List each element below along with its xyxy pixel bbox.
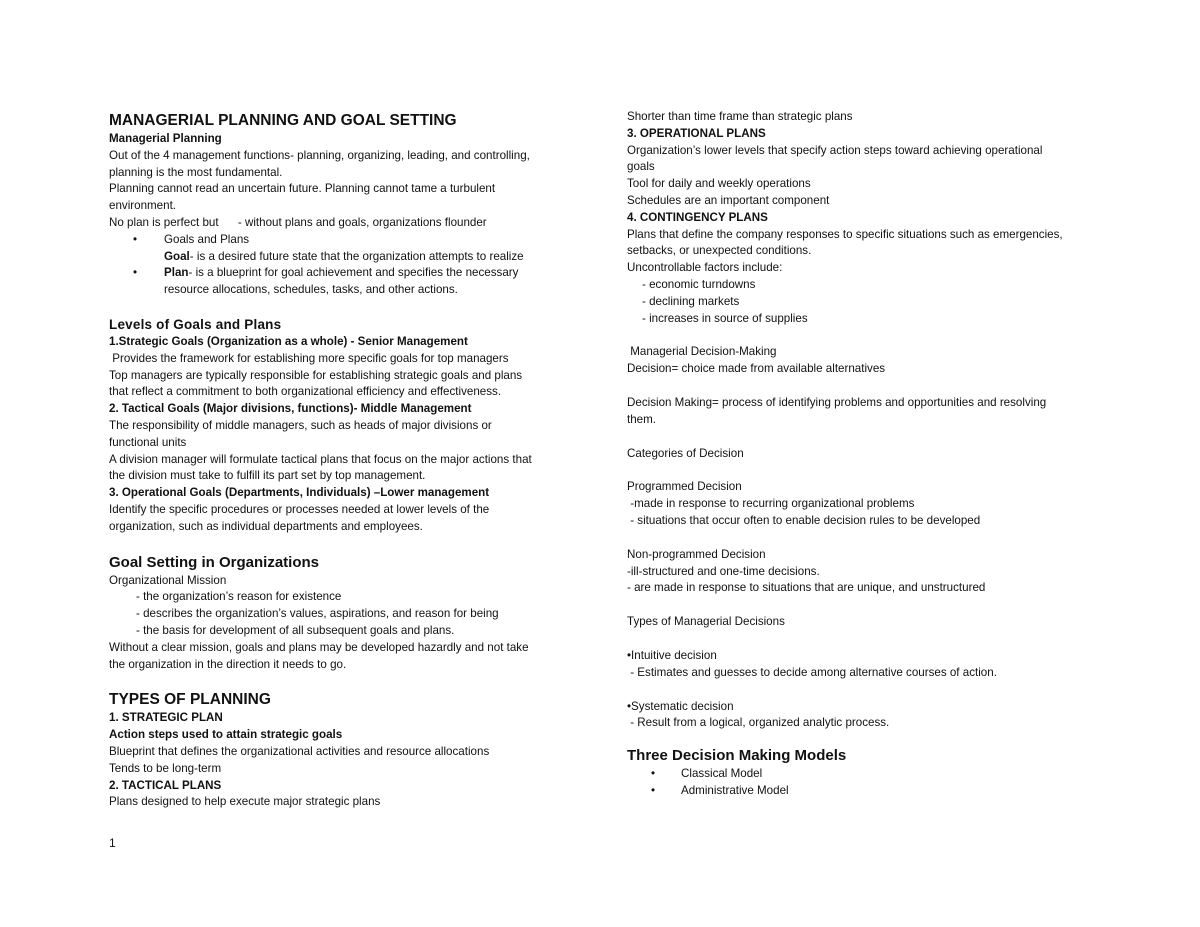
text-line: The responsibility of middle managers, such as heads of major divisions or xyxy=(109,418,492,432)
term: Plan xyxy=(164,266,189,280)
text-line: them. xyxy=(627,412,656,426)
text-line: Identify the specific procedures or processes needed at lower levels of the xyxy=(109,502,490,516)
definition-goal xyxy=(109,249,579,266)
text-line: •Systematic decision xyxy=(627,699,734,713)
page-number: 1 xyxy=(109,836,116,850)
bullet-text: Classical Model xyxy=(681,767,763,781)
bullet-text: Administrative Model xyxy=(681,783,789,797)
text-line: Planning cannot read an uncertain future. Planning cannot tame a turbulent xyxy=(109,182,496,196)
text-line: - situations that occur often to enable decision rules to be developed xyxy=(627,513,981,527)
subheading: 4. CONTINGENCY PLANS xyxy=(627,210,768,224)
text-line: No plan is perfect but - without plans and goals, organizations flounder xyxy=(109,215,487,229)
text-line: Categories of Decision xyxy=(627,446,744,460)
subheading: 2. Tactical Goals (Major divisions, functions)- Middle Management xyxy=(109,402,472,416)
subheading: 1. STRATEGIC PLAN xyxy=(109,711,223,725)
text-line: Tends to be long-term xyxy=(109,761,222,775)
bullet-item xyxy=(627,783,1097,800)
text-line: Blueprint that defines the organizational activities and resource allocations xyxy=(109,744,490,758)
text-line: -made in response to recurring organizational problems xyxy=(627,497,915,511)
text-line: Decision Making= process of identifying problems and opportunities and resolving xyxy=(627,395,1047,409)
bullet-icon: • xyxy=(651,783,656,797)
subheading: 3. OPERATIONAL PLANS xyxy=(627,126,766,140)
text-line: organization, such as individual departments and employees. xyxy=(109,519,423,533)
section-heading-goal-setting: Goal Setting in Organizations xyxy=(109,553,320,571)
bullet-text: Goals and Plans xyxy=(164,232,250,246)
bullet-icon: • xyxy=(133,232,138,246)
text-line: -ill-structured and one-time decisions. xyxy=(627,564,820,578)
section-heading-models: Three Decision Making Models xyxy=(627,747,847,765)
text-line: Non-programmed Decision xyxy=(627,547,766,561)
text-line: Types of Managerial Decisions xyxy=(627,615,785,629)
text-line: the division must take to fulfill its part set by top management. xyxy=(109,469,426,483)
list-item: - economic turndowns xyxy=(642,277,756,291)
subheading: 1.Strategic Goals (Organization as a whole) - Senior Management xyxy=(109,334,468,348)
bullet-icon: • xyxy=(651,767,656,781)
text-line: Provides the framework for establishing more specific goals for top managers xyxy=(109,351,509,365)
text-line: planning is the most fundamental. xyxy=(109,165,283,179)
text-line: Decision= choice made from available alternatives xyxy=(627,362,886,376)
left-column xyxy=(109,111,579,811)
text-line: Tool for daily and weekly operations xyxy=(627,177,811,191)
text-line: Programmed Decision xyxy=(627,480,742,494)
bullet-item xyxy=(109,265,579,282)
bullet-icon: • xyxy=(133,266,138,280)
subheading: 3. Operational Goals (Departments, Individuals) –Lower management xyxy=(109,486,490,500)
text-line: resource allocations, schedules, tasks, and other actions. xyxy=(164,283,458,297)
text-line: A division manager will formulate tactical plans that focus on the major actions that xyxy=(109,452,532,466)
text-line: that reflect a commitment to both organizational efficiency and effectiveness. xyxy=(109,385,502,399)
section-heading-levels: Levels of Goals and Plans xyxy=(109,316,282,332)
list-item: - the organization’s reason for existence xyxy=(136,590,342,604)
text-line: Organizational Mission xyxy=(109,573,227,587)
text-line: - Estimates and guesses to decide among alternative courses of action. xyxy=(627,665,997,679)
definition-text: - is a desired future state that the organization attempts to realize xyxy=(189,249,524,263)
list-item: - the basis for development of all subsequent goals and plans. xyxy=(136,623,455,637)
text-line: environment. xyxy=(109,199,177,213)
subheading: 2. TACTICAL PLANS xyxy=(109,778,222,792)
list-item: - describes the organization’s values, aspirations, and reason for being xyxy=(136,607,499,621)
text-line: Plans that define the company responses to specific situations such as emergencies, xyxy=(627,227,1063,241)
list-item: - declining markets xyxy=(642,294,740,308)
list-item: - increases in source of supplies xyxy=(642,311,808,325)
bullet-item xyxy=(627,766,1097,783)
text-line: Top managers are typically responsible for establishing strategic goals and plans xyxy=(109,368,523,382)
text-line: - are made in response to situations that are unique, and unstructured xyxy=(627,581,986,595)
text-line: Organization’s lower levels that specify action steps toward achieving operational xyxy=(627,143,1043,157)
text-line: Uncontrollable factors include: xyxy=(627,261,783,275)
section-heading-managerial-planning: Managerial Planning xyxy=(109,132,222,145)
text-line: •Intuitive decision xyxy=(627,648,717,662)
text-line: functional units xyxy=(109,435,187,449)
section-heading-decision-making: Managerial Decision-Making xyxy=(627,345,777,359)
text-line: Without a clear mission, goals and plans may be developed hazardly and not take xyxy=(109,640,529,654)
text-line: goals xyxy=(627,160,655,174)
term: Goal xyxy=(164,249,190,263)
text-line: the organization in the direction it needs to go. xyxy=(109,657,347,671)
text-line: Shorter than time frame than strategic plans xyxy=(627,110,853,123)
bullet-item xyxy=(109,232,579,249)
text-line: setbacks, or unexpected conditions. xyxy=(627,244,812,258)
text-line: - Result from a logical, organized analytic process. xyxy=(627,716,890,730)
page-title: MANAGERIAL PLANNING AND GOAL SETTING xyxy=(109,112,457,129)
text-line: Out of the 4 management functions- planning, organizing, leading, and controlling, xyxy=(109,148,530,162)
definition-text: - is a blueprint for goal achievement and specifies the necessary xyxy=(188,266,519,280)
section-heading-types: TYPES OF PLANNING xyxy=(109,691,271,709)
right-column xyxy=(627,109,1097,800)
subheading: Action steps used to attain strategic goals xyxy=(109,728,343,742)
text-line: Schedules are an important component xyxy=(627,193,830,207)
text-line: Plans designed to help execute major strategic plans xyxy=(109,795,381,809)
